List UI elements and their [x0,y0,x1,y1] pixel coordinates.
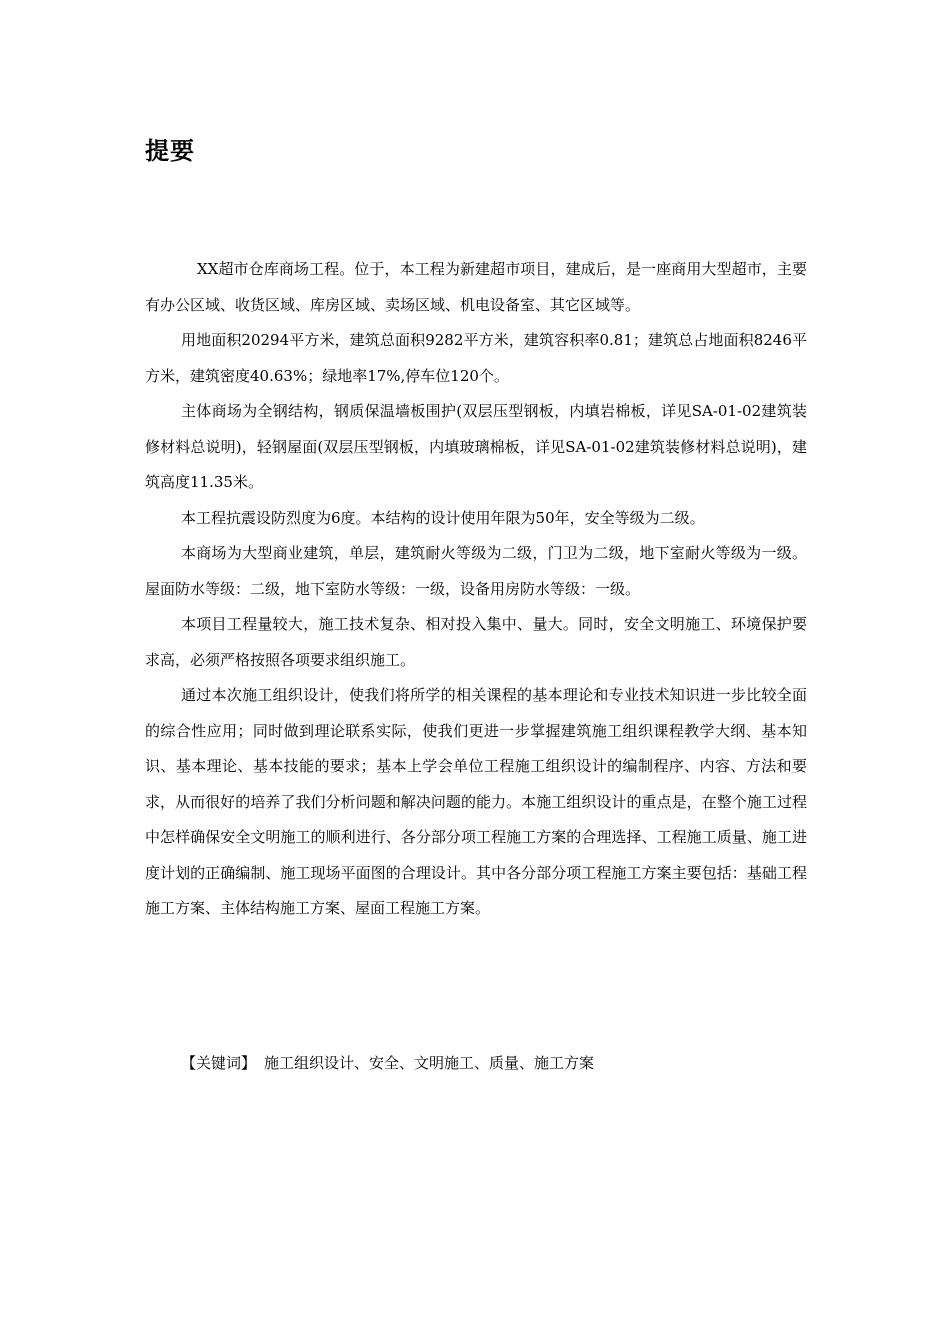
keywords-line [181,1049,594,1077]
keywords-label: 【关键词】 [181,1054,257,1072]
paragraph-project-overview: XX超市仓库商场工程。位于，本工程为新建超市项目，建成后，是一座商用大型超市，主要有办公区域、收货区域、库房区域、卖场区域、机电设备室、其它区域等。 [145,260,807,314]
paragraph-seismic: 本工程抗震设防烈度为6度。本结构的设计使用年限为50年，安全等级为二级。 [181,508,705,527]
paragraph-project-scope: 本项目工程量较大，施工技术复杂、相对投入集中、量大。同时，安全文明施工、环境保护要求高，必须严格按照各项要求组织施工。 [145,615,807,669]
paragraph-structure: 主体商场为全钢结构，钢质保温墙板围护(双层压型钢板，内填岩棉板，详见SA-01-02建筑装修材料总说明)，轻钢屋面(双层压型钢板，内填玻璃棉板，详见SA-01-02建筑装修材料总说明)，建筑高度11.35米。 [145,402,807,491]
paragraph-site-area: 用地面积20294平方米，建筑总面积9282平方米，建筑容积率0.81；建筑总占地面积8246平方米，建筑密度40.63%；绿地率17%,停车位120个。 [145,331,807,385]
paragraph-design-purpose: 通过本次施工组织设计，使我们将所学的相关课程的基本理论和专业技术知识进一步比较全面的综合性应用；同时做到理论联系实际，使我们更进一步掌握建筑施工组织课程教学大纲、基本知识、基本理论、基本技能的要求；基本上学会单位工程施工组织设计的编制程序、内容、方法和要求，从而很好的培养了我们分析问题和解决问题的能力。本施工组织设计的重点是，在整个施工过程中怎样确保安全文明施工的顺利进行、各分部分项工程施工方案的合理选择、工程施工质量、施工进度计划的正确编制、施工现场平面图的合理设计。其中各分部分项工程施工方案主要包括：基础工程施工方案、主体结构施工方案、屋面工程施工方案。 [145,686,807,917]
paragraph-fire-rating: 本商场为大型商业建筑，单层，建筑耐火等级为二级，门卫为二级，地下室耐火等级为一级。屋面防水等级：二级，地下室防水等级：一级，设备用房防水等级：一级。 [145,544,807,598]
keywords-list: 施工组织设计、安全、文明施工、质量、施工方案 [264,1054,595,1072]
page-title: 提要 [145,137,195,165]
abstract-body [145,252,807,927]
